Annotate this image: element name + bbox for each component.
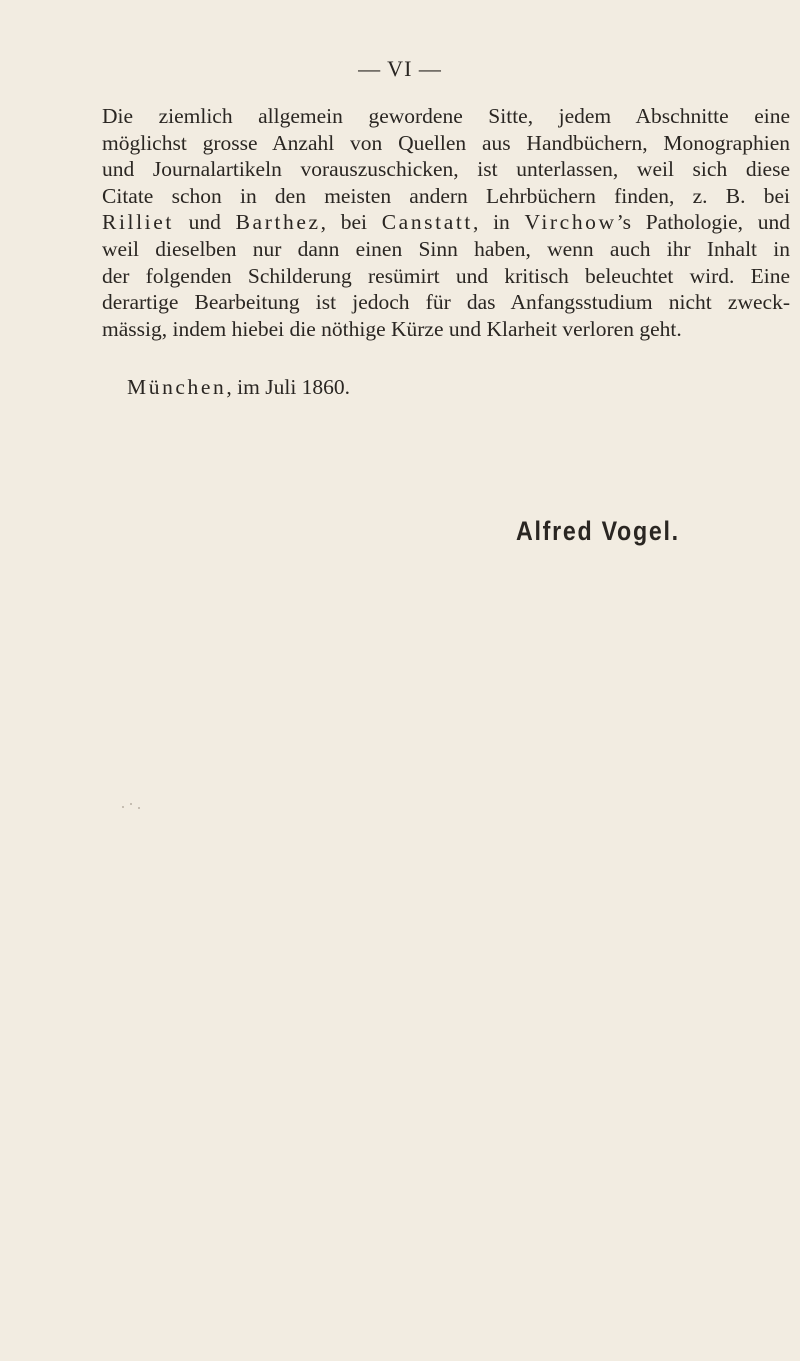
- paragraph-line: [102, 236, 790, 263]
- text-run: Citate schon in den meisten andern Lehrbüchern finden, z. B. bei: [102, 183, 790, 208]
- text-run: und Journalartikeln vorauszuschicken, ist unterlassen, weil sich diese: [102, 157, 790, 182]
- paragraph-line: [102, 316, 790, 343]
- text-run: ’s Pathologie, und: [616, 210, 790, 235]
- text-run: derartige Bearbeitung ist jedoch für das Anfangsstudium nicht zweck-: [102, 290, 790, 315]
- text-run: möglichst grosse Anzahl von Quellen aus Handbüchern, Monographien: [102, 130, 790, 155]
- paragraph-line: [102, 130, 790, 157]
- preface-paragraph: [102, 103, 790, 342]
- text-run: weil dieselben nur dann einen Sinn haben, wenn auch ihr Inhalt in: [102, 236, 790, 261]
- author-name: Rilliet: [102, 210, 174, 235]
- paper-speck: [138, 807, 140, 809]
- page-number: — VI —: [358, 56, 442, 81]
- paragraph-line: [102, 156, 790, 183]
- place-name: München: [127, 375, 227, 399]
- paragraph-line: [102, 183, 790, 210]
- paragraph-line: [102, 103, 790, 130]
- text-run: Die ziemlich allgemein gewordene Sitte, jedem Abschnitte eine: [102, 104, 790, 128]
- text-run: der folgenden Schilderung resümirt und kritisch beleuchtet wird. Eine: [102, 263, 790, 288]
- author-name: Barthez: [235, 210, 321, 235]
- paragraph-line: [102, 209, 790, 236]
- text-run: mässig, indem hiebei die nöthige Kürze und Klarheit verloren geht.: [102, 316, 682, 341]
- place-date-line: [127, 375, 350, 400]
- text-run: , in: [473, 210, 525, 235]
- text-run: , bei: [320, 210, 382, 235]
- paragraph-line: [102, 263, 790, 290]
- text-run: und: [173, 210, 236, 235]
- paper-speck: [130, 803, 132, 805]
- author-name: Virchow: [524, 210, 617, 235]
- date-text: , im Juli 1860.: [226, 375, 351, 399]
- author-name: Canstatt: [381, 210, 473, 235]
- paragraph-line: [102, 289, 790, 316]
- paper-speck: [122, 806, 124, 808]
- author-signature: Alfred Vogel.: [516, 516, 680, 546]
